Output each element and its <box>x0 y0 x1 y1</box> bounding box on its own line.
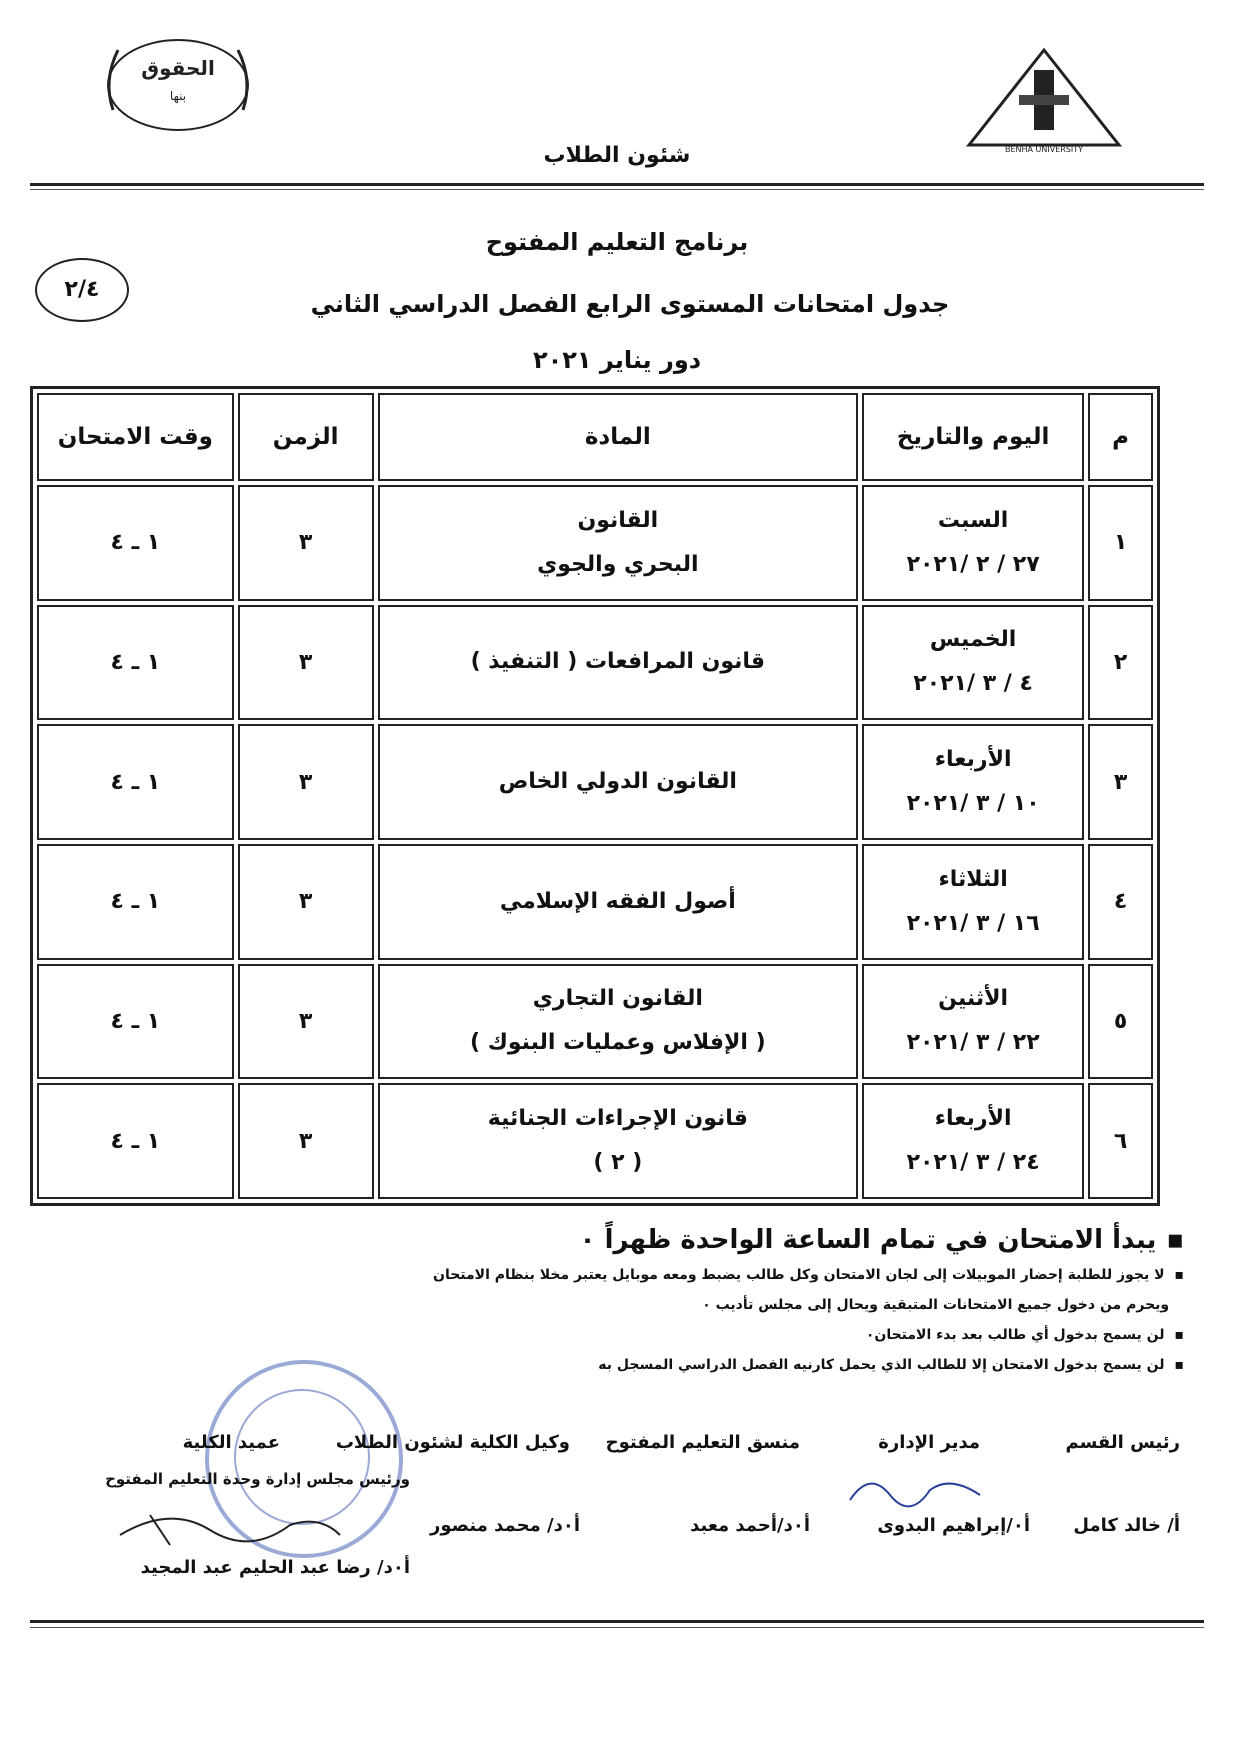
svg-text:بنها: بنها <box>169 89 187 103</box>
row-exam-time: ١ ـ ٤ <box>37 844 234 960</box>
row-duration: ٣ <box>238 1083 374 1199</box>
row-day: الأربعاء <box>934 1106 1012 1132</box>
role-vice-dean: وكيل الكلية لشئون الطلاب <box>335 1432 570 1453</box>
row-exam-time: ١ ـ ٤ <box>37 605 234 721</box>
signature-dean-name <box>40 1557 1190 1587</box>
row-subject-line2: ( الإفلاس وعمليات البنوك ) <box>470 1030 766 1056</box>
row-exam-time: ١ ـ ٤ <box>37 485 234 601</box>
role-head: رئيس القسم <box>1065 1432 1180 1453</box>
row-duration: ٣ <box>238 485 374 601</box>
note-item-text: ويحرم من دخول جميع الامتحانات المتبقية ويحال إلى مجلس تأديب ٠ <box>702 1297 1170 1313</box>
role-coordinator: منسق التعليم المفتوح <box>605 1432 800 1453</box>
row-day: السبت <box>937 507 1009 533</box>
row-subject-line2: ( ٢ ) <box>593 1150 643 1176</box>
header-duration: الزمن <box>238 393 374 481</box>
row-number: ٢ <box>1088 605 1153 721</box>
table-header-row <box>37 393 1153 481</box>
signature-roles <box>40 1432 1190 1462</box>
exam-schedule-table <box>30 386 1160 1206</box>
row-subject-line1: القانون الدولي الخاص <box>498 769 737 795</box>
row-subject <box>378 964 859 1080</box>
row-number: ٦ <box>1088 1083 1153 1199</box>
exam-notes <box>34 1225 1184 1387</box>
row-date: ٢٧ / ٢ /٢٠٢١ <box>906 551 1040 577</box>
session-title: دور يناير ٢٠٢١ <box>532 346 702 374</box>
name-vice-dean: أ٠د/ محمد منصور <box>430 1515 580 1536</box>
row-date: ١٦ / ٣ /٢٠٢١ <box>906 910 1040 936</box>
row-subject <box>378 605 859 721</box>
row-subject <box>378 724 859 840</box>
table-row <box>37 605 1153 721</box>
name-coordinator: أ٠د/أحمد معبد <box>690 1515 810 1536</box>
row-day-date <box>862 724 1084 840</box>
faculty-logo <box>88 20 268 150</box>
row-subject-line1: قانون الإجراءات الجنائية <box>487 1106 748 1132</box>
footer-divider-thin <box>30 1627 1204 1628</box>
row-subject-line1: القانون التجاري <box>532 986 703 1012</box>
note-start-time <box>34 1225 1184 1255</box>
row-day-date <box>862 844 1084 960</box>
header-divider-thin <box>30 189 1204 190</box>
header-exam-time: وقت الامتحان <box>37 393 234 481</box>
bullet-icon: ▪ <box>1174 1327 1184 1343</box>
table-row <box>37 485 1153 601</box>
table-row <box>37 964 1153 1080</box>
row-date: ٢٢ / ٣ /٢٠٢١ <box>906 1030 1040 1056</box>
header-divider <box>30 183 1204 186</box>
row-number: ٥ <box>1088 964 1153 1080</box>
row-day-date <box>862 605 1084 721</box>
row-day-date <box>862 964 1084 1080</box>
note-item-text: لن يسمح بدخول الامتحان إلا للطالب الذي يحمل كارنيه الفصل الدراسي المسجل به <box>598 1357 1165 1373</box>
row-subject <box>378 485 859 601</box>
note-item-text: لن يسمح بدخول أي طالب بعد بدء الامتحان٠ <box>865 1327 1165 1343</box>
row-duration: ٣ <box>238 964 374 1080</box>
row-date: ٢٤ / ٣ /٢٠٢١ <box>906 1150 1040 1176</box>
row-subject-line1: القانون <box>577 507 659 533</box>
row-exam-time: ١ ـ ٤ <box>37 964 234 1080</box>
row-subject <box>378 1083 859 1199</box>
table-row <box>37 844 1153 960</box>
row-date: ١٠ / ٣ /٢٠٢١ <box>906 791 1040 817</box>
schedule-title: جدول امتحانات المستوى الرابع الفصل الدراسي الثاني <box>310 290 950 318</box>
note-item <box>34 1357 1184 1373</box>
name-dean: أ٠د/ رضا عبد الحليم عبد المجيد <box>140 1557 410 1578</box>
role-dean: عميد الكلية <box>182 1432 280 1453</box>
handwritten-signature-admin <box>840 1465 1000 1515</box>
row-duration: ٣ <box>238 724 374 840</box>
bullet-icon: ▪ <box>1166 1225 1184 1255</box>
note-item <box>34 1327 1184 1343</box>
bullet-icon: ▪ <box>1174 1357 1184 1373</box>
svg-text:الحقوق: الحقوق <box>141 56 215 80</box>
row-exam-time: ١ ـ ٤ <box>37 1083 234 1199</box>
program-title: برنامج التعليم المفتوح <box>485 228 749 256</box>
bullet-icon: ▪ <box>1174 1267 1184 1283</box>
table-row <box>37 1083 1153 1199</box>
row-duration: ٣ <box>238 844 374 960</box>
note-item-text: لا يجوز للطلبة إحضار الموبيلات إلى لجان الامتحان وكل طالب يضبط ومعه موبايل يعتبر مخلا بنظام الامتحان <box>433 1267 1165 1283</box>
page-number-badge: ٢/٤ <box>35 258 129 322</box>
name-head: أ/ خالد كامل <box>1073 1515 1180 1536</box>
role-unit-head: ورئيس مجلس إدارة وحدة التعليم المفتوح <box>105 1470 410 1488</box>
signature-names <box>40 1515 1190 1545</box>
note-start-time-text: يبدأ الامتحان في تمام الساعة الواحدة ظهراً ٠ <box>579 1225 1157 1255</box>
row-subject-line2: البحري والجوي <box>537 551 699 577</box>
note-item <box>34 1297 1184 1313</box>
header-day-date: اليوم والتاريخ <box>862 393 1084 481</box>
row-subject-line1: أصول الفقه الإسلامي <box>499 888 736 914</box>
header-no: م <box>1088 393 1153 481</box>
row-day: الأربعاء <box>934 747 1012 773</box>
note-item <box>34 1267 1184 1283</box>
row-duration: ٣ <box>238 605 374 721</box>
svg-text:BENHA UNIVERSITY: BENHA UNIVERSITY <box>1004 145 1084 154</box>
row-day: الأثنين <box>938 986 1009 1012</box>
role-admin: مدير الإدارة <box>878 1432 980 1453</box>
row-number: ١ <box>1088 485 1153 601</box>
footer-divider <box>30 1620 1204 1623</box>
name-admin: أ٠/إبراهيم البدوى <box>877 1515 1030 1536</box>
row-day: الثلاثاء <box>938 866 1008 892</box>
row-day: الخميس <box>929 627 1017 653</box>
table-row <box>37 724 1153 840</box>
row-day-date <box>862 485 1084 601</box>
row-number: ٤ <box>1088 844 1153 960</box>
row-subject-line1: قانون المرافعات ( التنفيذ ) <box>470 649 766 675</box>
row-number: ٣ <box>1088 724 1153 840</box>
row-date: ٤ / ٣ /٢٠٢١ <box>913 671 1033 697</box>
row-subject <box>378 844 859 960</box>
bullet-icon <box>1179 1297 1184 1313</box>
department-heading: شئون الطلاب <box>543 143 691 168</box>
row-exam-time: ١ ـ ٤ <box>37 724 234 840</box>
row-day-date <box>862 1083 1084 1199</box>
university-logo <box>959 40 1129 155</box>
header-subject: المادة <box>378 393 859 481</box>
